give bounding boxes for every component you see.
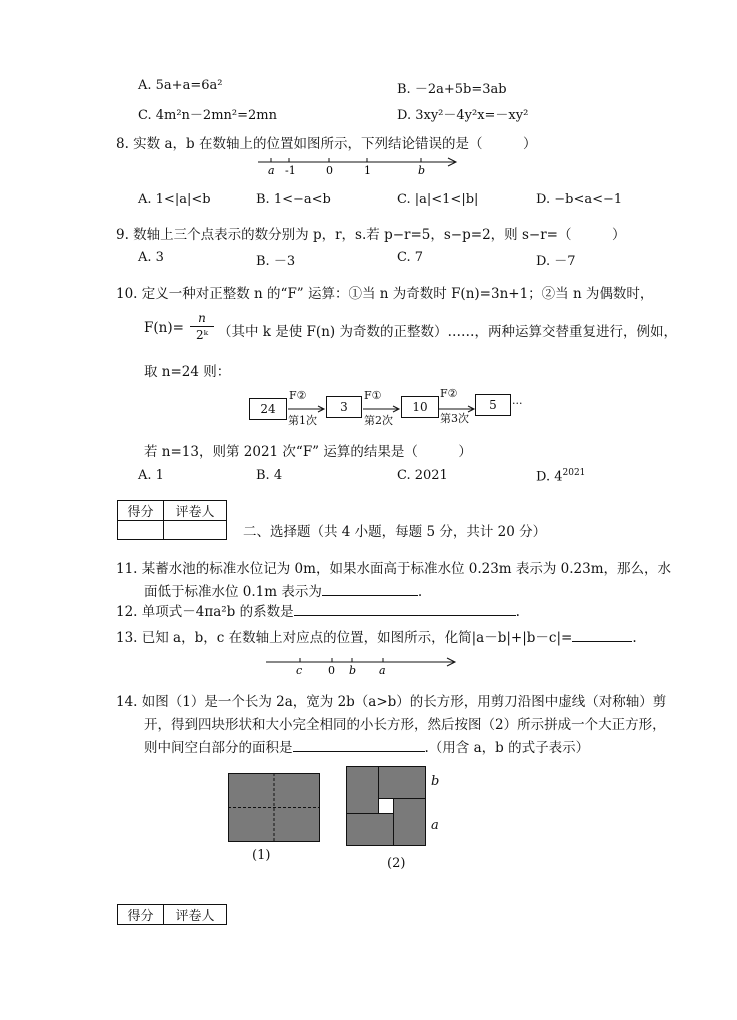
q9-option-c: C. 7: [397, 250, 424, 265]
q13-number-line: [264, 655, 460, 681]
q8-number-line: [255, 152, 465, 178]
q7-option-b: B. －2a+5b=3ab: [397, 82, 507, 97]
q14-figure-1-caption: (1): [252, 848, 271, 863]
q14-figure-2-label-a: a: [431, 818, 439, 833]
q8-axis-label-neg1: -1: [285, 164, 296, 177]
q12-text: 12. 单项式－4πa²b 的系数是: [116, 604, 294, 620]
q13-axis-label-0: 0: [328, 664, 335, 677]
q8-option-d: D. −b<a<−1: [536, 192, 623, 207]
q7-option-a: A. 5a+a=6a²: [138, 78, 223, 93]
q14-line2: 开，得到四块形状和大小完全相同的小长方形，然后按图（2）所示拼成一个大正方形，: [144, 717, 666, 733]
grader-header: 评卷人: [164, 501, 227, 521]
q11-line1: 11. 某蓄水池的标准水位记为 0m，如果水面高于标准水位 0.23m 表示为 0.23m，那么，水: [116, 561, 672, 577]
flow-op-2: F①: [364, 389, 382, 402]
q8-axis-label-0: 0: [326, 164, 333, 177]
flow-op-1: F②: [289, 389, 307, 402]
q11-line2: [144, 580, 422, 600]
flow-ellipsis: ···: [512, 397, 523, 410]
q8-option-a: A. 1<|a|<b: [138, 192, 211, 207]
flow-step-1: 第1次: [288, 414, 317, 427]
q14-line3: [144, 736, 589, 756]
grader-cell: [164, 521, 227, 540]
q10-formula-denominator: 2ᵏ: [195, 328, 208, 342]
q14-figure-1: [228, 773, 322, 843]
q8-stem: 8. 实数 a，b 在数轴上的位置如图所示，下列结论错误的是（ ）: [116, 136, 537, 152]
q12-end: .: [515, 604, 520, 620]
score-table: [117, 500, 227, 540]
q10-line3: 取 n=24 则：: [144, 364, 231, 380]
q13: [116, 626, 637, 646]
q9-option-a: A. 3: [138, 250, 164, 265]
flow-step-2: 第2次: [364, 414, 393, 427]
q8-option-c: C. |a|<1<|b|: [397, 192, 479, 207]
q14-line1: 14. 如图（1）是一个长为 2a，宽为 2b（a>b）的长方形，用剪刀沿图中虚线（对称轴）剪: [116, 694, 667, 710]
q10-formula-lhs: F(n)=: [144, 320, 184, 336]
q9-option-d: D. －7: [536, 254, 576, 269]
q14-tail: .（用含 a，b 的式子表示）: [424, 740, 590, 756]
q14-figure-2-caption: (2): [387, 856, 406, 871]
q10-option-d-exponent: 2021: [562, 468, 586, 478]
score-header: 得分: [118, 501, 164, 521]
q8-axis-label-a: a: [268, 164, 275, 177]
q10-option-a: A. 1: [138, 468, 164, 483]
q10-option-c: C. 2021: [397, 468, 448, 483]
q10-option-d: [536, 468, 585, 484]
q13-answer-blank[interactable]: [572, 629, 632, 642]
q13-axis-label-c: c: [296, 664, 303, 677]
flow-op-3: F②: [440, 387, 458, 400]
q13-end: .: [632, 630, 637, 646]
q11-text: 面低于标准水位 0.1m 表示为: [144, 584, 322, 600]
q10-option-d-base: D. 4: [536, 469, 563, 485]
flow-step-3: 第3次: [440, 412, 469, 425]
q10-option-b: B. 4: [256, 468, 283, 483]
q11-end: .: [417, 584, 423, 600]
q8-option-b: B. 1<−a<b: [256, 192, 331, 207]
q14-text: 则中间空白部分的面积是: [144, 740, 293, 756]
q7-option-d: D. 3xy²－4y²x=－xy²: [397, 108, 529, 123]
flow-box-3: 3: [326, 396, 362, 418]
flow-box-10: 10: [401, 396, 439, 418]
section-2-title: 二、选择题（共 4 小题，每题 5 分，共计 20 分）: [243, 524, 547, 540]
flow-box-5: 5: [475, 394, 511, 416]
q11-answer-blank[interactable]: [322, 583, 418, 596]
q10-formula-numerator: n: [198, 311, 206, 325]
q10-fraction-bar: [190, 326, 214, 327]
q13-axis-label-a: a: [379, 664, 386, 677]
q9-option-b: B. －3: [256, 254, 296, 269]
score-table-2: [117, 904, 227, 925]
grader-header-2: 评卷人: [164, 905, 227, 925]
q10-line2: （其中 k 是使 F(n) 为奇数的正整数）……，两种运算交替重复进行，例如，: [218, 324, 677, 340]
q12: [116, 600, 520, 620]
q8-axis-label-b: b: [418, 164, 426, 177]
flow-box-24: 24: [249, 398, 287, 420]
q13-axis-label-b: b: [349, 664, 357, 677]
q12-answer-blank[interactable]: [294, 603, 516, 616]
q14-figure-2: [346, 766, 428, 848]
q10-line4: 若 n=13，则第 2021 次“F” 运算的结果是（ ）: [144, 444, 472, 460]
q13-text: 13. 已知 a，b，c 在数轴上对应点的位置，如图所示，化简|a－b|+|b－c|=: [116, 630, 573, 646]
score-header-2: 得分: [118, 905, 164, 925]
q9-stem: 9. 数轴上三个点表示的数分别为 p，r，s.若 p−r=5，s−p=2，则 s−r=（ ）: [116, 227, 626, 243]
q10-line1: 10. 定义一种对正整数 n 的“F” 运算：①当 n 为奇数时 F(n)=3n+1；②当 n 为偶数时，: [116, 286, 654, 302]
q7-option-c: C. 4m²n－2mn²=2mn: [138, 108, 277, 123]
score-cell: [118, 521, 164, 540]
q14-figure-2-label-b: b: [431, 774, 440, 789]
q8-axis-label-1: 1: [364, 164, 371, 177]
q14-answer-blank[interactable]: [293, 739, 425, 752]
